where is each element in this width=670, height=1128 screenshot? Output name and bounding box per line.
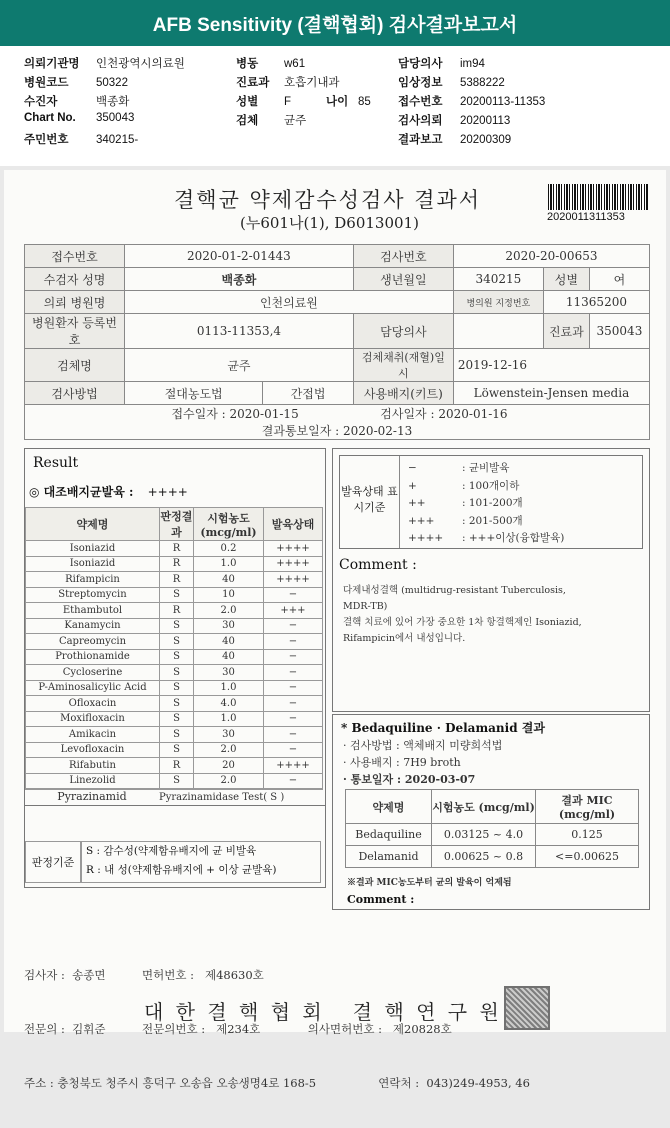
- specimen-info-table: [24, 244, 650, 440]
- drug-concentration: 30: [194, 618, 264, 634]
- drug-concentration: 30: [194, 727, 264, 743]
- notify-label: 결과통보일자 :: [261, 424, 340, 438]
- mic-col-drug: 약제명: [346, 790, 432, 824]
- drug-growth: ++++: [264, 572, 323, 588]
- drug-growth: −: [264, 696, 323, 712]
- info-label: 수진자: [24, 96, 58, 108]
- official-seal: [504, 986, 550, 1030]
- growth-symbol: ++: [408, 497, 426, 509]
- drug-result: R: [160, 758, 194, 774]
- info-label: 접수번호: [398, 96, 443, 108]
- growth-meaning: : 101-200개: [462, 497, 523, 509]
- growth-row: [408, 495, 564, 513]
- hosp-code: 11365200: [543, 291, 649, 314]
- drug-growth: −: [264, 742, 323, 758]
- drug-row: [26, 572, 323, 588]
- drug-concentration: 2.0: [194, 742, 264, 758]
- comment-text: [343, 583, 582, 647]
- drug-result: R: [160, 556, 194, 572]
- growth-meaning: : 균비발육: [462, 462, 510, 474]
- method-2: 간접법: [263, 382, 354, 405]
- drug-growth: −: [264, 618, 323, 634]
- drug-row: [26, 618, 323, 634]
- comment-line: 결핵 치료에 있어 가장 중요한 1차 항결핵제인 Isoniazid,: [343, 617, 582, 628]
- drug-row: [26, 603, 323, 619]
- criteria-comment-panel: [332, 448, 650, 712]
- info-col-1: [24, 55, 185, 150]
- drug-row: [26, 696, 323, 712]
- drug-concentration: 40: [194, 634, 264, 650]
- mic-range: 0.00625 ~ 0.8: [432, 846, 536, 868]
- info-value: 350043: [96, 112, 135, 124]
- drug-result: S: [160, 727, 194, 743]
- drug-name: Isoniazid: [26, 556, 160, 572]
- notify-date: 2020-02-13: [343, 424, 413, 438]
- doc-title: 결핵균 약제감수성검사 결과서: [174, 188, 482, 212]
- growth-meaning: : 100개이하: [462, 479, 520, 492]
- drug-result: S: [160, 711, 194, 727]
- specimen: 균주: [125, 349, 354, 382]
- info-value: 5388222: [460, 77, 505, 89]
- patient-name-label: 수검자 성명: [25, 268, 125, 291]
- drug-name: Ethambutol: [26, 603, 160, 619]
- reg-label: 병원환자 등록번호: [25, 314, 125, 349]
- drug-concentration: 1.0: [194, 556, 264, 572]
- drug-growth: −: [264, 665, 323, 681]
- drug-result-table: [25, 507, 323, 789]
- drug-row: [26, 634, 323, 650]
- bdq-comment: Comment :: [347, 893, 415, 906]
- comment-line: 다제내성결핵 (multidrug-resistant Tuberculosis,: [343, 585, 566, 596]
- drug-row: [26, 556, 323, 572]
- info-value: 인천광역시의료원: [96, 58, 185, 70]
- info-col-2: [236, 55, 371, 131]
- drug-row: [26, 742, 323, 758]
- comment-line: Rifampicin에서 내성입니다.: [343, 633, 466, 644]
- growth-row: [408, 460, 564, 478]
- drug-result: S: [160, 587, 194, 603]
- drug-growth: −: [264, 634, 323, 650]
- drug-concentration: 40: [194, 649, 264, 665]
- drug-name: Moxifloxacin: [26, 711, 160, 727]
- footer-line-2: 전문의 : 김휘준 전문의번호 : 제234호 의사면허번호 : 제20828호: [24, 1022, 452, 1036]
- info-label: 검사의뢰: [398, 115, 443, 127]
- drug-row: [26, 773, 323, 789]
- bdq-panel: [332, 714, 650, 910]
- collect-date: 2019-12-16: [453, 349, 649, 382]
- doctor-label: 담당의사: [353, 314, 453, 349]
- drug-growth: −: [264, 773, 323, 789]
- drug-name: P-Aminosalicylic Acid: [26, 680, 160, 696]
- drug-concentration: 0.2: [194, 541, 264, 557]
- criteria-box: [81, 841, 321, 883]
- drug-concentration: 40: [194, 572, 264, 588]
- info-value: F: [284, 96, 292, 108]
- drug-row: [26, 665, 323, 681]
- receipt-no: 2020-01-2-01443: [125, 245, 354, 268]
- drug-result: R: [160, 572, 194, 588]
- info-value: 백종화: [96, 96, 130, 108]
- info-value: 균주: [284, 115, 307, 127]
- drug-concentration: 4.0: [194, 696, 264, 712]
- growth-rows: [408, 460, 564, 548]
- drug-result: S: [160, 680, 194, 696]
- drug-growth: ++++: [264, 556, 323, 572]
- info-label: 임상정보: [398, 77, 443, 89]
- growth-row: [408, 530, 564, 548]
- result-panel: [24, 448, 326, 888]
- drug-result: S: [160, 696, 194, 712]
- footer-info: [24, 930, 530, 1128]
- footer-line-1: 검사자 : 송종면 면허번호 : 제48630호: [24, 968, 264, 982]
- hospital-label: 의뢰 병원명: [25, 291, 125, 314]
- info-label: 결과보고: [398, 134, 443, 146]
- barcode: [548, 184, 648, 210]
- drug-name: Rifabutin: [26, 758, 160, 774]
- drug-name: Capreomycin: [26, 634, 160, 650]
- mic-value: 0.125: [536, 824, 639, 846]
- medium: Löwenstein-Jensen media: [453, 382, 649, 405]
- collect-label: 검체채취(재혈)일시: [353, 349, 453, 382]
- growth-symbol: −: [408, 462, 417, 474]
- drug-row: [26, 541, 323, 557]
- drug-growth: −: [264, 587, 323, 603]
- drug-result: S: [160, 649, 194, 665]
- drug-result: S: [160, 634, 194, 650]
- drug-row: [26, 711, 323, 727]
- dob: 340215: [453, 268, 543, 291]
- drug-growth: −: [264, 711, 323, 727]
- test-date: 2020-01-16: [438, 407, 508, 421]
- info-label: 병원코드: [24, 77, 69, 89]
- pza-row: [25, 789, 323, 805]
- growth-symbol: +: [408, 479, 417, 492]
- drug-result: R: [160, 541, 194, 557]
- drug-name: Rifampicin: [26, 572, 160, 588]
- drug-growth: −: [264, 680, 323, 696]
- drug-name: Streptomycin: [26, 587, 160, 603]
- info-label: 진료과: [236, 77, 270, 89]
- drug-concentration: 1.0: [194, 680, 264, 696]
- age-value: 85: [358, 96, 371, 108]
- mic-value: <=0.00625: [536, 846, 639, 868]
- result-title: Result: [33, 455, 79, 471]
- drug-row: [26, 587, 323, 603]
- test-no-label: 검사번호: [353, 245, 453, 268]
- growth-criteria-box: [339, 455, 643, 549]
- col-drug: 약제명: [26, 508, 160, 541]
- mic-drug: Delamanid: [346, 846, 432, 868]
- receipt-no-label: 접수번호: [25, 245, 125, 268]
- issuer-org: 대 한 결 핵 협 회 결 핵 연 구 원: [144, 1000, 502, 1024]
- info-label: 의뢰기관명: [24, 58, 80, 70]
- dept: 350043: [589, 314, 649, 349]
- dept-label: 진료과: [543, 314, 589, 349]
- growth-symbol: ++++: [408, 532, 444, 544]
- drug-growth: +++: [264, 603, 323, 619]
- test-no: 2020-20-00653: [453, 245, 649, 268]
- hospital: 인천의료원: [125, 291, 454, 314]
- col-growth: 발육상태: [264, 508, 323, 541]
- mic-col-concentration: 시험농도 (mcg/ml): [432, 790, 536, 824]
- method-label: 검사방법: [25, 382, 125, 405]
- info-value: 340215-: [96, 134, 139, 146]
- drug-row: [26, 727, 323, 743]
- drug-name: Kanamycin: [26, 618, 160, 634]
- sex: 여: [589, 268, 649, 291]
- col-concentration: 시험농도(mcg/ml): [194, 508, 264, 541]
- mic-note: ※결과 MIC농도부터 균의 발육이 억제됨: [347, 878, 512, 888]
- drug-name: Prothionamide: [26, 649, 160, 665]
- patient-info-panel: [0, 46, 670, 166]
- drug-concentration: 20: [194, 758, 264, 774]
- col-result: 판정결과: [160, 508, 194, 541]
- drug-result: S: [160, 742, 194, 758]
- drug-growth: ++++: [264, 541, 323, 557]
- growth-label: 발육상태 표시기준: [340, 456, 400, 548]
- info-value: im94: [460, 58, 485, 70]
- age-label: 나이: [326, 96, 349, 108]
- drug-concentration: 1.0: [194, 711, 264, 727]
- pza-value: Pyrazinamidase Test( S ): [159, 792, 285, 803]
- sex-label: 성별: [543, 268, 589, 291]
- info-col-3: [398, 55, 545, 150]
- hosp-code-label: 병의원 지정번호: [453, 291, 543, 314]
- bdq-title: * Bedaquiline · Delamanid 결과: [341, 721, 545, 735]
- drug-growth: −: [264, 727, 323, 743]
- specimen-label: 검체명: [25, 349, 125, 382]
- growth-row: [408, 513, 564, 531]
- drug-growth: ++++: [264, 758, 323, 774]
- drug-name: Cycloserine: [26, 665, 160, 681]
- drug-concentration: 2.0: [194, 603, 264, 619]
- mic-range: 0.03125 ~ 4.0: [432, 824, 536, 846]
- comment-title: Comment :: [339, 557, 417, 573]
- comment-line: MDR-TB): [343, 601, 388, 612]
- drug-growth: −: [264, 649, 323, 665]
- criteria-label: 판정기준: [25, 841, 81, 883]
- drug-name: Amikacin: [26, 727, 160, 743]
- mic-drug: Bedaquiline: [346, 824, 432, 846]
- info-value: 20200113-11353: [460, 96, 546, 108]
- criteria-r: R : 내 성(약제함유배지에 + 이상 균발육): [86, 864, 277, 876]
- info-value: 50322: [96, 77, 128, 89]
- info-label: 병동: [236, 58, 259, 70]
- info-value: 20200309: [460, 134, 512, 146]
- info-value: w61: [284, 58, 306, 70]
- drug-row: [26, 758, 323, 774]
- drug-name: Linezolid: [26, 773, 160, 789]
- drug-name: Levofloxacin: [26, 742, 160, 758]
- control-label: ◎ 대조배지균발육 :: [29, 485, 134, 499]
- info-value: 호흡기내과: [284, 77, 340, 89]
- mic-col-result: 결과 MIC (mcg/ml): [536, 790, 639, 824]
- control-value: ++++: [147, 485, 188, 499]
- doc-subtitle: (누601나(1), D6013001): [240, 214, 419, 232]
- drug-concentration: 30: [194, 665, 264, 681]
- info-label: Chart No.: [24, 112, 76, 124]
- recv-label: 접수일자 :: [171, 407, 226, 421]
- drug-result: S: [160, 773, 194, 789]
- mic-table: [345, 789, 639, 868]
- drug-name: Isoniazid: [26, 541, 160, 557]
- bdq-medium: · 사용배지 : 7H9 broth: [343, 756, 461, 769]
- report-title: AFB Sensitivity (결핵협회) 검사결과보고서: [152, 14, 518, 36]
- info-label: 주민번호: [24, 134, 69, 146]
- drug-concentration: 2.0: [194, 773, 264, 789]
- drug-result: S: [160, 618, 194, 634]
- medium-label: 사용배지(키트): [353, 382, 453, 405]
- drug-name: Ofloxacin: [26, 696, 160, 712]
- drug-result: S: [160, 665, 194, 681]
- drug-result: R: [160, 603, 194, 619]
- info-value: 20200113: [460, 115, 511, 127]
- criteria-s: S : 감수성(약제함유배지에 균 비발육: [86, 845, 257, 857]
- info-label: 검체: [236, 115, 259, 127]
- growth-meaning: : 201-500개: [462, 514, 523, 527]
- patient-name: 백종화: [125, 268, 354, 291]
- growth-meaning: : +++이상(융합발육): [462, 532, 565, 544]
- dob-label: 생년월일: [353, 268, 453, 291]
- drug-row: [26, 649, 323, 665]
- footer-line-3: 주소 : 충청북도 청주시 흥덕구 오송읍 오송생명4로 168-5 연락처 : 043)249-4953, 46: [24, 1076, 530, 1090]
- growth-symbol: +++: [408, 514, 435, 527]
- info-label: 담당의사: [398, 58, 443, 70]
- pza-name: Pyrazinamid: [57, 790, 127, 803]
- recv-date: 2020-01-15: [229, 407, 299, 421]
- scanned-report: [4, 170, 666, 1090]
- drug-concentration: 10: [194, 587, 264, 603]
- barcode-number: 2020011311353: [547, 211, 625, 223]
- report-title-bar: [0, 0, 670, 46]
- drug-row: [26, 680, 323, 696]
- reg-no: 0113-11353,4: [125, 314, 354, 349]
- info-label: 성별: [236, 96, 259, 108]
- method-1: 절대농도법: [125, 382, 263, 405]
- testdate-label: 검사일자 :: [380, 407, 435, 421]
- bdq-notify: · 통보일자 : 2020-03-07: [343, 773, 476, 786]
- bdq-method: · 검사방법 : 액체배지 미량희석법: [343, 739, 503, 752]
- growth-row: [408, 478, 564, 496]
